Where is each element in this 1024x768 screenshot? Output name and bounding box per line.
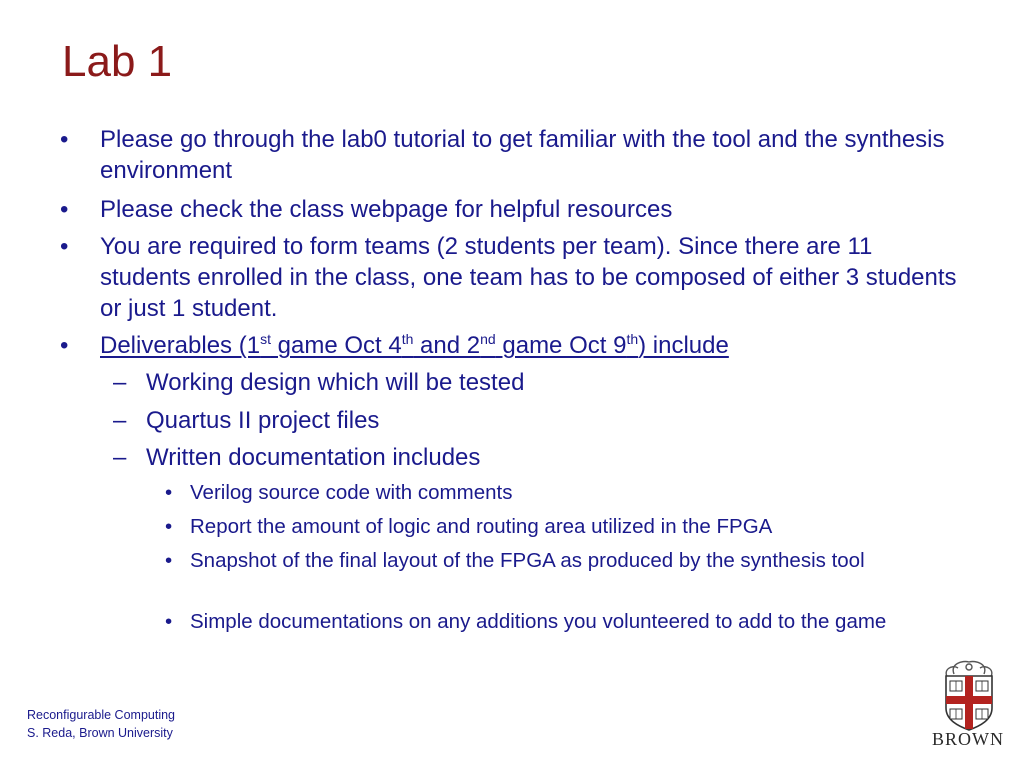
sub-sub-bullet-text: Report the amount of logic and routing area utilized in the FPGA — [190, 515, 773, 538]
sub-bullet-text: Working design which will be tested — [146, 369, 525, 396]
deliverables-underlined — [100, 332, 729, 359]
bullet-marker: • — [60, 196, 69, 223]
sub-bullet-item — [113, 367, 963, 398]
bullet-item — [60, 194, 965, 225]
bullet-item — [60, 231, 965, 324]
ordinal-suffix: st — [260, 331, 271, 347]
small-bullet-marker: • — [165, 610, 173, 633]
dash-marker: – — [113, 369, 127, 396]
deliverables-part: game Oct 4 — [270, 332, 402, 359]
bullet-item-deliverables — [60, 330, 965, 361]
deliverables-part: Deliverables (1 — [100, 332, 261, 359]
sub-bullet-item — [113, 442, 963, 473]
ordinal-suffix: th — [626, 331, 639, 347]
deliverables-part: and 2 — [413, 332, 481, 359]
sub-sub-bullet-item — [165, 608, 965, 636]
bullet-marker: • — [60, 332, 69, 359]
slide-title: Lab 1 — [62, 37, 173, 86]
footer-course: Reconfigurable Computing — [27, 708, 176, 722]
bullet-item — [60, 124, 965, 186]
sub-sub-bullet-text: Simple documentations on any additions you volunteered to add to the game — [190, 610, 887, 633]
bullet-text: Please go through the lab0 tutorial to get familiar with the tool and the synthesis environment — [100, 126, 945, 184]
sub-sub-bullet-item — [165, 479, 965, 507]
deliverables-text — [100, 330, 965, 361]
dash-marker: – — [113, 444, 127, 471]
sub-sub-bullet-text: Snapshot of the final layout of the FPGA as produced by the synthesis tool — [190, 549, 865, 572]
footer — [27, 706, 175, 742]
sub-sub-bullet-text: Verilog source code with comments — [190, 481, 513, 504]
bullet-marker: • — [60, 233, 69, 260]
deliverables-part: ) include — [638, 332, 729, 359]
bullet-text: You are required to form teams (2 students per team). Since there are 11 students enrolled in the class, one team has to be composed of either 3 students or just 1 student. — [100, 233, 957, 322]
sub-bullet-text: Written documentation includes — [146, 444, 481, 471]
sub-bullet-text: Quartus II project files — [146, 407, 380, 434]
bullet-text: Please check the class webpage for helpful resources — [100, 196, 673, 223]
deliverables-part: game Oct 9 — [495, 332, 627, 359]
ordinal-suffix: nd — [480, 331, 496, 347]
ordinal-suffix: th — [401, 331, 414, 347]
sub-sub-bullet-item — [165, 513, 965, 541]
small-bullet-marker: • — [165, 515, 173, 538]
small-bullet-marker: • — [165, 549, 173, 572]
brown-wordmark: BROWN — [932, 729, 1004, 749]
sub-sub-bullet-item — [165, 547, 965, 575]
footer-author: S. Reda, Brown University — [27, 726, 173, 740]
sub-bullet-item — [113, 405, 963, 436]
small-bullet-marker: • — [165, 481, 173, 504]
bullet-marker: • — [60, 126, 69, 153]
dash-marker: – — [113, 407, 127, 434]
